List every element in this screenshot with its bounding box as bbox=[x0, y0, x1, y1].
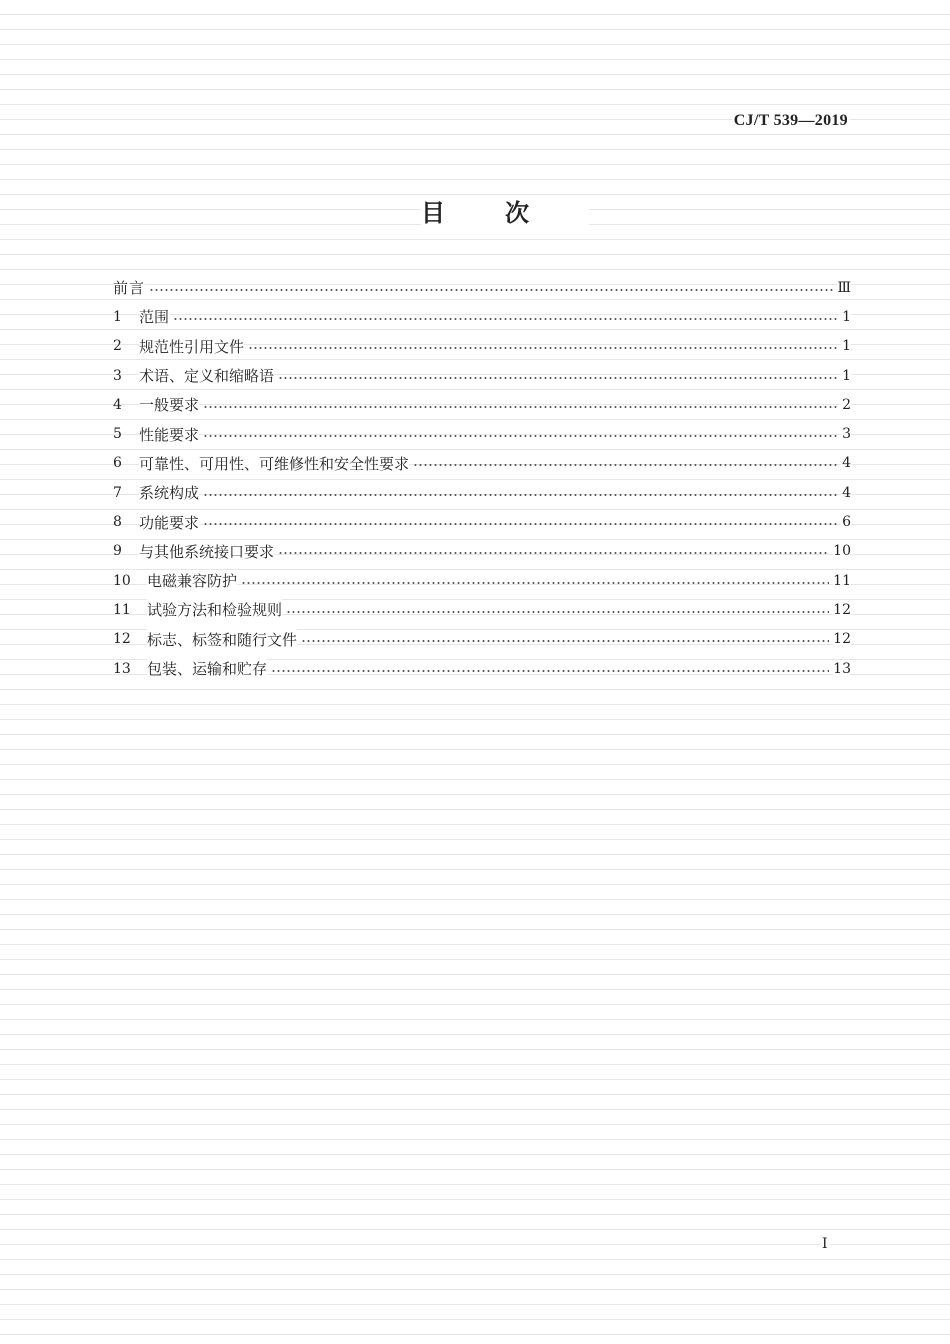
toc-entry-12[interactable] bbox=[113, 625, 851, 654]
toc-entry-number: 12 bbox=[113, 631, 131, 648]
toc-entry-label: 术语、定义和缩略语 bbox=[139, 367, 275, 386]
toc-entry-page: 6 bbox=[842, 514, 851, 531]
toc-leader-dots bbox=[278, 552, 829, 554]
toc-entry-number: 3 bbox=[113, 367, 122, 384]
toc-leader-dots bbox=[203, 494, 837, 496]
toc-entry-13[interactable] bbox=[113, 654, 851, 683]
toc-entry-number: 11 bbox=[113, 601, 131, 618]
toc-entry-11[interactable] bbox=[113, 595, 851, 624]
toc-entry-number: 8 bbox=[113, 514, 122, 531]
toc-leader-dots bbox=[203, 406, 837, 408]
toc-entry-4[interactable] bbox=[113, 390, 851, 419]
toc-entry-page: 12 bbox=[833, 601, 851, 618]
toc-entry-number: 5 bbox=[113, 426, 122, 443]
toc-entry-2[interactable] bbox=[113, 332, 851, 361]
toc-entry-label: 可靠性、可用性、可维修性和安全性要求 bbox=[139, 454, 410, 473]
standard-code: CJ/T 539—2019 bbox=[733, 112, 848, 129]
toc-entry-8[interactable] bbox=[113, 507, 851, 536]
toc-entry-label: 一般要求 bbox=[139, 396, 200, 415]
toc-entry-number: 4 bbox=[113, 396, 122, 413]
toc-entry-number: 1 bbox=[113, 308, 122, 325]
toc-entry-page: 4 bbox=[842, 455, 851, 472]
toc-entry-page: 1 bbox=[842, 367, 851, 384]
toc-entry-label: 规范性引用文件 bbox=[139, 337, 245, 356]
toc-entry-page: 3 bbox=[842, 426, 851, 443]
toc-leader-dots bbox=[203, 523, 837, 525]
toc-leader-dots bbox=[271, 670, 829, 672]
toc-entry-page: 12 bbox=[833, 631, 851, 648]
toc-entry-foreword[interactable] bbox=[113, 273, 851, 302]
toc-entry-page: 4 bbox=[842, 484, 851, 501]
toc-entry-10[interactable] bbox=[113, 566, 851, 595]
toc-entry-number: 13 bbox=[113, 660, 131, 677]
toc-leader-dots bbox=[173, 318, 837, 320]
table-of-contents bbox=[113, 273, 851, 683]
page-folio: I bbox=[822, 1236, 828, 1252]
toc-entry-number: 9 bbox=[113, 543, 122, 560]
toc-entry-page: 2 bbox=[842, 396, 851, 413]
toc-leader-dots bbox=[413, 464, 837, 466]
toc-entry-5[interactable] bbox=[113, 419, 851, 448]
toc-entry-number: 2 bbox=[113, 338, 122, 355]
toc-leader-dots bbox=[203, 435, 837, 437]
toc-leader-dots bbox=[301, 640, 829, 642]
toc-entry-number: 10 bbox=[113, 572, 131, 589]
toc-entry-page: Ⅲ bbox=[837, 279, 851, 296]
toc-entry-label: 试验方法和检验规则 bbox=[147, 601, 283, 620]
toc-entry-label: 与其他系统接口要求 bbox=[139, 542, 275, 561]
toc-entry-1[interactable] bbox=[113, 302, 851, 331]
toc-entry-9[interactable] bbox=[113, 537, 851, 566]
toc-leader-dots bbox=[149, 289, 833, 291]
toc-leader-dots bbox=[241, 582, 829, 584]
toc-entry-label: 前言 bbox=[113, 279, 146, 298]
toc-entry-number: 7 bbox=[113, 484, 122, 501]
toc-leader-dots bbox=[248, 347, 837, 349]
toc-entry-label: 功能要求 bbox=[139, 513, 200, 532]
toc-entry-label: 性能要求 bbox=[139, 425, 200, 444]
toc-entry-page: 1 bbox=[842, 338, 851, 355]
toc-entry-label: 范围 bbox=[139, 308, 170, 327]
toc-entry-3[interactable] bbox=[113, 361, 851, 390]
toc-title-text: 目次 bbox=[421, 199, 589, 227]
toc-entry-label: 电磁兼容防护 bbox=[147, 572, 238, 591]
toc-entry-page: 11 bbox=[833, 572, 851, 589]
toc-entry-7[interactable] bbox=[113, 478, 851, 507]
toc-entry-label: 系统构成 bbox=[139, 484, 200, 503]
toc-entry-6[interactable] bbox=[113, 449, 851, 478]
toc-leader-dots bbox=[278, 377, 837, 379]
toc-entry-number: 6 bbox=[113, 455, 122, 472]
toc-entry-page: 10 bbox=[833, 543, 851, 560]
toc-title bbox=[0, 193, 950, 228]
toc-entry-page: 13 bbox=[833, 660, 851, 677]
toc-entry-label: 标志、标签和随行文件 bbox=[147, 630, 298, 649]
toc-leader-dots bbox=[286, 611, 829, 613]
toc-entry-label: 包装、运输和贮存 bbox=[147, 660, 268, 678]
toc-entry-page: 1 bbox=[842, 308, 851, 325]
